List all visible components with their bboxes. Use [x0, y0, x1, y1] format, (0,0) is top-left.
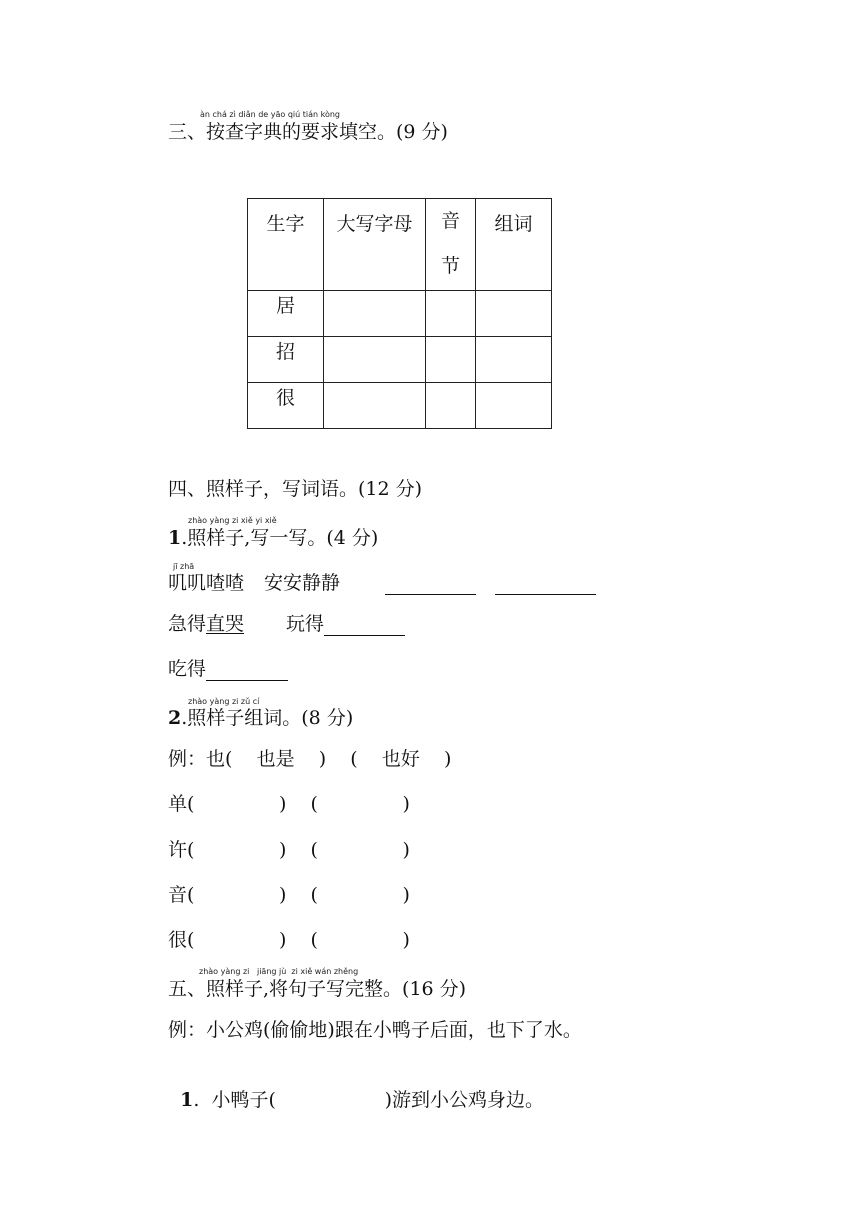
q2-number: 2: [168, 707, 182, 729]
q1-line: [168, 526, 378, 550]
q1-pinyin: zhào yàng zi xiě yi xiě: [188, 516, 277, 525]
table-header-cell: 大写字母: [324, 199, 426, 291]
q1-line2: [168, 612, 405, 636]
example-word-2: 安安静静: [264, 572, 341, 594]
q2-text: .照样子组词。(8 分): [181, 707, 354, 729]
section5-q1-number: 1: [180, 1089, 194, 1111]
section5-q1[interactable]: [168, 1064, 544, 1112]
q2-item[interactable]: 音( ) ( ): [168, 884, 410, 906]
answer-blank[interactable]: [385, 574, 476, 595]
answer-blank[interactable]: [324, 615, 405, 636]
q2-pinyin: zhào yàng zi zǔ cí: [188, 697, 260, 706]
dictionary-table: [247, 198, 552, 429]
table-header-row: [248, 199, 552, 291]
q2-line: [168, 706, 353, 730]
section5-example: 例：小公鸡(偷偷地)跟在小鸭子后面，也下了水。: [168, 1019, 582, 1041]
table-header-cell: 组词: [476, 199, 552, 291]
table-row: [248, 383, 552, 429]
table-cell-blank[interactable]: [426, 383, 476, 429]
table-row: [248, 337, 552, 383]
table-cell-char: 居: [248, 291, 324, 337]
q1-line3: [168, 657, 288, 681]
q1-prefix: 急得: [168, 613, 207, 635]
section3-pinyin: àn chá zì diǎn de yāo qiú tián kòng: [200, 110, 341, 119]
table-cell-char: 很: [248, 383, 324, 429]
table-row: [248, 291, 552, 337]
table-cell-blank[interactable]: [476, 291, 552, 337]
table-cell-blank[interactable]: [426, 291, 476, 337]
table-cell-blank[interactable]: [324, 291, 426, 337]
q2-item[interactable]: 很( ) ( ): [168, 929, 410, 951]
example-word-1: 叽叽喳喳: [168, 572, 245, 594]
example-pinyin: jī zhā: [173, 562, 195, 571]
section5-pinyin: zhào yàng zi jiāng jù zi xiě wán zhěng: [199, 967, 359, 976]
table-header-cell: 音 节: [426, 199, 476, 291]
answer-blank[interactable]: [206, 660, 288, 681]
section5-title: 五、照样子,将句子写完整。(16 分): [168, 978, 467, 1000]
section5-q1-text: . 小鸭子( )游到小公鸡身边。: [193, 1089, 544, 1111]
q2-item[interactable]: 许( ) ( ): [168, 839, 410, 861]
table-cell-blank[interactable]: [324, 383, 426, 429]
q2-item[interactable]: 单( ) ( ): [168, 793, 410, 815]
q1-item: 玩得: [286, 613, 325, 635]
table-cell-blank[interactable]: [476, 383, 552, 429]
q1-text: .照样子,写一写。(4 分): [181, 527, 379, 549]
answer-blank[interactable]: [495, 574, 596, 595]
section4-title: 四、照样子，写词语。(12 分): [168, 478, 423, 500]
table-cell-blank[interactable]: [476, 337, 552, 383]
table-cell-blank[interactable]: [324, 337, 426, 383]
underlined-example: 直哭: [206, 613, 245, 635]
q1-item: 吃得: [168, 658, 207, 680]
q1-example-line: [168, 571, 596, 595]
table-cell-char: 招: [248, 337, 324, 383]
section3-title: 三、按查字典的要求填空。(9 分): [168, 121, 448, 143]
q2-example: 例：也( 也是 ) ( 也好 ): [168, 748, 452, 770]
q1-number: 1: [168, 527, 182, 549]
table-header-cell: 生字: [248, 199, 324, 291]
table-cell-blank[interactable]: [426, 337, 476, 383]
